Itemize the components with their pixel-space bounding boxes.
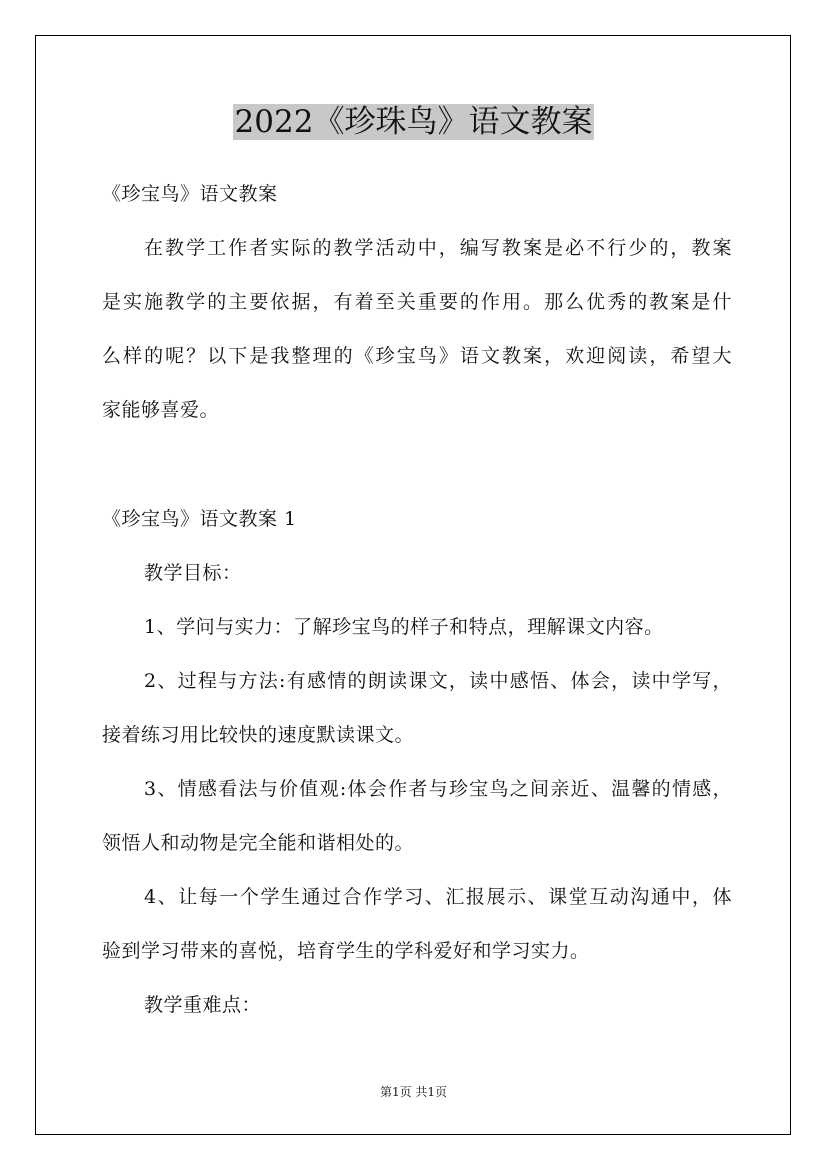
goal-2-line-2: 接着练习用比较快的速度默读课文。 [102,724,415,746]
subtitle: 《珍宝鸟》语文教案 [102,183,278,205]
goal-3-line-2: 领悟人和动物是完全能和谐相处的。 [102,832,415,854]
intro-line-3: 么样的呢？以下是我整理的《珍宝鸟》语文教案，欢迎阅读，希望大 [102,345,732,367]
goal-2-line-1: 2、过程与方法:有感情的朗读课文，读中感悟、体会，读中学写， [144,670,732,692]
page-footer: 第1页 共1页 [379,1085,448,1099]
intro-line-4: 家能够喜爱。 [102,399,220,421]
difficulty-heading: 教学重难点： [144,994,262,1016]
goal-3-line-1: 3、情感看法与价值观:体会作者与珍宝鸟之间亲近、温馨的情感， [144,778,732,800]
section-heading: 《珍宝鸟》语文教案 1 [102,508,297,530]
intro-line-1: 在教学工作者实际的教学活动中，编写教案是必不行少的，教案 [144,237,732,259]
goals-heading: 教学目标： [144,562,242,584]
document-title [0,101,827,143]
intro-line-2: 是实施教学的主要依据，有着至关重要的作用。那么优秀的教案是什 [102,291,732,313]
goal-4-line-2: 验到学习带来的喜悦，培育学生的学科爱好和学习实力。 [102,940,590,962]
document-title-text: 2022《珍珠鸟》语文教案 [234,104,593,140]
goal-4-line-1: 4、让每一个学生通过合作学习、汇报展示、课堂互动沟通中，体 [144,886,732,908]
goal-1: 1、学问与实力：了解珍宝鸟的样子和特点，理解课文内容。 [144,616,664,638]
